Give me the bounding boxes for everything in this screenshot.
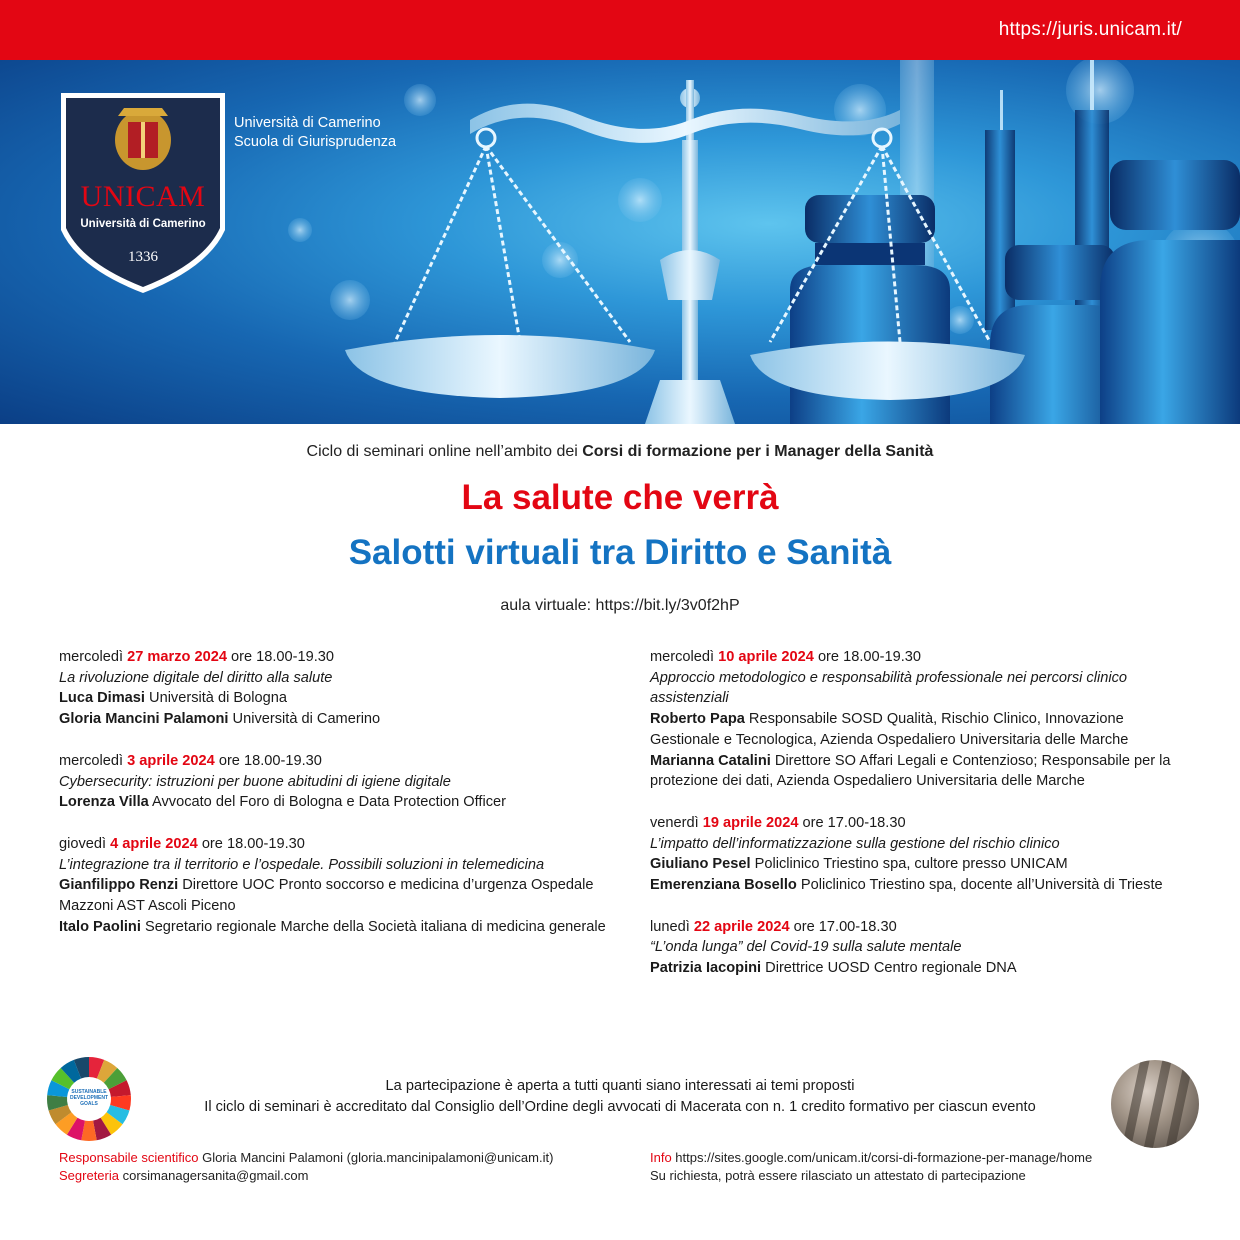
speaker-role: Università di Camerino xyxy=(228,711,381,728)
logo-name: UNICAM xyxy=(80,180,206,213)
seminar-event xyxy=(650,647,1190,792)
certificate-note: Su richiesta, potrà essere rilasciato un attestato di partecipazione xyxy=(650,1168,1026,1183)
speaker-role: Direttore SO Affari Legali e Contenzioso; Responsabile per la protezione dei dati, Azienda Ospedaliero Universitaria delle Marche xyxy=(650,752,1171,790)
event-date: 4 aprile 2024 xyxy=(110,835,198,852)
speaker-name: Italo Paolini xyxy=(59,918,141,935)
event-speaker xyxy=(59,709,619,730)
events-column-left xyxy=(59,647,619,958)
event-time: ore 18.00-19.30 xyxy=(197,835,305,852)
page-title: La salute che verrà xyxy=(461,478,779,517)
participation-line-1: La partecipazione è aperta a tutti quanti siano interessati ai temi proposti xyxy=(385,1078,855,1094)
segreteria-label: Segreteria xyxy=(59,1168,119,1183)
event-speaker xyxy=(650,751,1190,792)
speaker-role: Avvocato del Foro di Bologna e Data Protection Officer xyxy=(148,794,506,811)
speaker-name: Marianna Catalini xyxy=(650,752,771,769)
event-topic: “L’onda lunga” del Covid-19 sulla salute mentale xyxy=(650,939,962,956)
speaker-role: Policlinico Triestino spa, docente all’Università di Trieste xyxy=(796,877,1163,894)
stone-texture-image xyxy=(1111,1060,1199,1148)
event-topic: L’impatto dell’informatizzazione sulla gestione del rischio clinico xyxy=(650,835,1060,852)
top-bar xyxy=(0,0,1240,60)
event-topic: Approccio metodologico e responsabilità professionale nei percorsi clinico assistenziali xyxy=(650,669,1127,707)
event-speaker xyxy=(650,854,1190,875)
unicam-shield-logo xyxy=(58,90,228,296)
speaker-name: Lorenza Villa xyxy=(59,794,149,811)
event-time: ore 18.00-19.30 xyxy=(813,649,921,665)
event-topic: Cybersecurity: istruzioni per buone abitudini di igiene digitale xyxy=(59,773,451,790)
event-datetime xyxy=(650,917,1190,938)
speaker-role: Direttore UOC Pronto soccorso e medicina d’urgenza Ospedale Mazzoni AST Ascoli Piceno xyxy=(59,877,594,915)
participation-line-2: Il ciclo di seminari è accreditato dal Consiglio dell’Ordine degli avvocati di Macerata con n. 1 credito formativo per ciascun evento xyxy=(204,1098,1036,1115)
event-speaker xyxy=(59,875,619,916)
seminar-event xyxy=(59,834,619,938)
event-day: mercoledì xyxy=(59,649,128,665)
speaker-role: Policlinico Triestino spa, cultore presso UNICAM xyxy=(750,856,1068,873)
event-speaker xyxy=(59,792,619,813)
speaker-role: Università di Bologna xyxy=(144,690,287,707)
info-label: Info xyxy=(650,1150,672,1165)
info-link[interactable]: https://sites.google.com/unicam.it/corsi-di-formazione-per-manage/home xyxy=(671,1150,1093,1165)
footer-info xyxy=(650,1149,1092,1185)
speaker-name: Gianfilippo Renzi xyxy=(59,877,179,894)
hero-banner xyxy=(0,60,1240,424)
speaker-name: Luca Dimasi xyxy=(59,690,145,707)
event-day: venerdì xyxy=(650,814,703,831)
event-day: lunedì xyxy=(650,918,694,935)
event-time: ore 18.00-19.30 xyxy=(226,649,335,665)
speaker-name: Emerenziana Bosello xyxy=(650,877,797,894)
website-link[interactable]: https://juris.unicam.it/ xyxy=(998,19,1182,40)
event-speaker xyxy=(650,875,1190,896)
event-datetime xyxy=(650,813,1190,834)
event-speaker xyxy=(59,688,619,709)
event-time: ore 17.00-18.30 xyxy=(789,918,897,935)
event-date: 22 aprile 2024 xyxy=(693,918,790,935)
speaker-name: Roberto Papa xyxy=(650,711,745,728)
event-day: mercoledì xyxy=(59,752,128,769)
event-time: ore 18.00-19.30 xyxy=(214,752,322,769)
event-datetime xyxy=(59,647,619,668)
responsabile-value: Gloria Mancini Palamoni (gloria.mancinipalamoni@unicam.it) xyxy=(198,1150,554,1165)
event-speaker xyxy=(650,958,1190,979)
event-speaker xyxy=(650,709,1190,750)
logo-subtitle: Università di Camerino xyxy=(80,218,206,230)
university-line-2: Scuola di Giurisprudenza xyxy=(234,134,397,150)
seminar-event xyxy=(59,751,619,813)
university-line-1: Università di Camerino xyxy=(234,115,381,131)
event-topic: L’integrazione tra il territorio e l’ospedale. Possibili soluzioni in telemedicina xyxy=(59,856,545,873)
seminar-event xyxy=(650,917,1190,979)
event-time: ore 17.00-18.30 xyxy=(798,814,906,831)
event-datetime xyxy=(650,647,1190,668)
event-date: 27 marzo 2024 xyxy=(127,649,227,665)
intro-line xyxy=(0,443,1240,461)
speaker-role: Direttrice UOSD Centro regionale DNA xyxy=(761,960,1017,977)
virtual-classroom-link[interactable]: aula virtuale: https://bit.ly/3v0f2hP xyxy=(500,597,740,614)
event-datetime xyxy=(59,834,619,855)
event-topic: La rivoluzione digitale del diritto alla salute xyxy=(59,669,333,686)
speaker-name: Giuliano Pesel xyxy=(650,856,751,873)
event-day: mercoledì xyxy=(650,649,719,665)
segreteria-email[interactable]: corsimanagersanita@gmail.com xyxy=(118,1168,309,1183)
participation-note xyxy=(0,1076,1240,1117)
event-date: 3 aprile 2024 xyxy=(127,752,215,769)
university-name xyxy=(234,114,396,152)
sdg-label: SUSTAINABLE DEVELOPMENT GOALS xyxy=(69,1079,109,1119)
speaker-name: Patrizia Iacopini xyxy=(650,960,762,977)
footer-contacts xyxy=(59,1149,553,1185)
seminar-event xyxy=(650,813,1190,896)
responsabile-label: Responsabile scientifico xyxy=(59,1150,199,1165)
speaker-role: Segretario regionale Marche della Società italiana di medicina generale xyxy=(140,918,606,935)
events-column-right xyxy=(650,647,1190,1000)
event-day: giovedì xyxy=(59,835,111,852)
logo-year: 1336 xyxy=(128,249,158,265)
event-speaker xyxy=(59,917,619,938)
speaker-role: Responsabile SOSD Qualità, Rischio Clinico, Innovazione Gestionale e Tecnologica, Azienda Ospedaliero Universitaria delle Marche xyxy=(650,711,1129,748)
seminar-event xyxy=(59,647,619,730)
intro-prefix: Ciclo di seminari online nell’ambito dei xyxy=(306,443,583,460)
event-date: 19 aprile 2024 xyxy=(702,814,799,831)
intro-bold: Corsi di formazione per i Manager della Sanità xyxy=(582,443,934,460)
page-subtitle: Salotti virtuali tra Diritto e Sanità xyxy=(348,533,892,572)
event-datetime xyxy=(59,751,619,772)
event-date: 10 aprile 2024 xyxy=(718,649,814,665)
speaker-name: Gloria Mancini Palamoni xyxy=(59,711,229,728)
